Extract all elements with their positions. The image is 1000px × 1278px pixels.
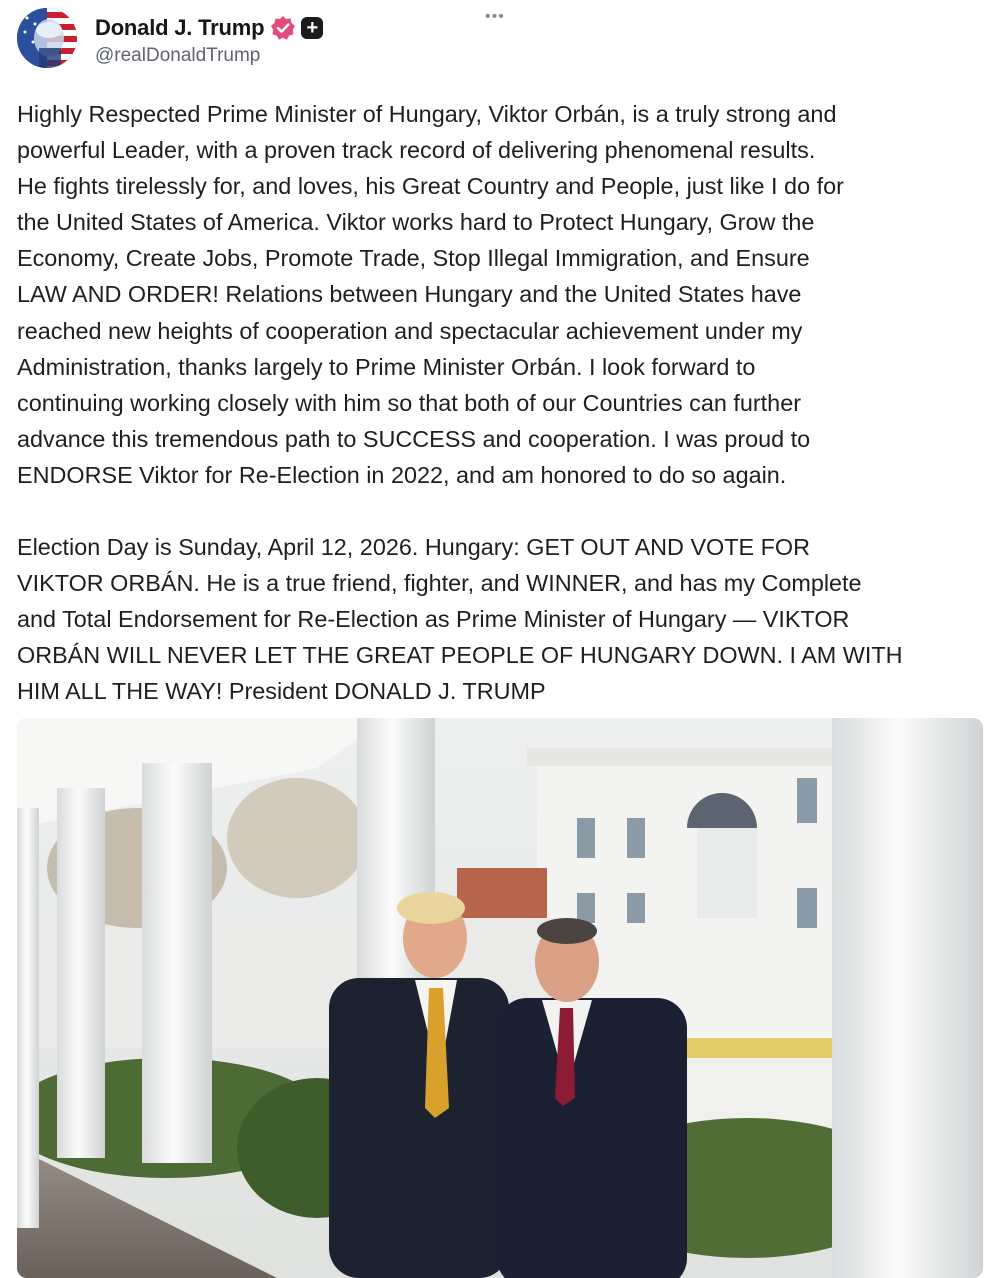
author-display-name[interactable]: Donald J. Trump	[95, 15, 265, 40]
ellipsis-icon[interactable]: •••	[485, 8, 505, 25]
post-body	[17, 96, 983, 710]
post-header	[17, 8, 983, 72]
author-handle[interactable]: @realDonaldTrump	[95, 45, 261, 66]
photo-scene	[17, 718, 983, 1278]
post-paragraph-1: Highly Respected Prime Minister of Hungary, Viktor Orbán, is a truly strong and powerful Leader, with a proven track record of delivering phenomenal results. He fights tirelessly for, and loves, his Great Country and People, just like I do for the United States of America. Viktor works hard to Protect Hungary, Grow the Economy, Create Jobs, Promote Trade, Stop Illegal Immigration, and Ensure LAW AND ORDER! Relations between Hungary and the United States have reached new heights of cooperation and spectacular achievement under my Administration, thanks largely to Prime Minister Orbán. I look forward to continuing working closely with him so that both of our Countries can further advance this tremendous path to SUCCESS and cooperation. I was proud to ENDORSE Viktor for Re-Election in 2022, and am honored to do so again.	[17, 101, 844, 488]
author-name-row	[95, 13, 323, 43]
flag-portrait-avatar-icon	[17, 8, 77, 68]
post-paragraph-2: Election Day is Sunday, April 12, 2026. Hungary: GET OUT AND VOTE FOR VIKTOR ORBÁN. He is a true friend, fighter, and WINNER, and has my Complete and Total Endorsement for Re-Election as Prime Minister of Hungary — VIKTOR ORBÁN WILL NEVER LET THE GREAT PEOPLE OF HUNGARY DOWN. I AM WITH HIM ALL THE WAY! President DONALD J. TRUMP	[17, 534, 903, 705]
verified-badge-icon	[270, 15, 296, 41]
avatar[interactable]	[17, 8, 77, 68]
plus-square-icon: +	[301, 17, 323, 39]
post-photo[interactable]	[17, 718, 983, 1278]
